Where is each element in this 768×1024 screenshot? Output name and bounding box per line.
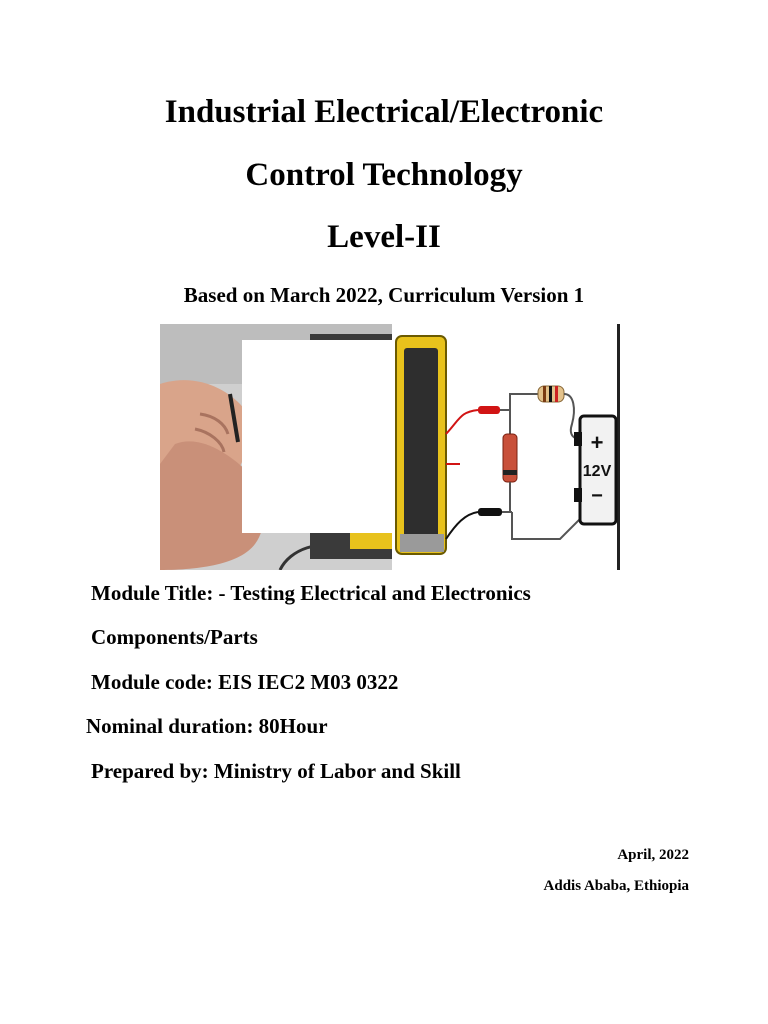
curriculum-subtitle: Based on March 2022, Curriculum Version 1 [183, 283, 585, 307]
battery-minus-label: − [591, 485, 603, 507]
prepared-by: Prepared by: Ministry of Labor and Skill [91, 759, 461, 783]
black-probe [478, 508, 502, 516]
white-panel [242, 340, 392, 533]
cover-title-line-1: Industrial Electrical/Electronic [164, 94, 604, 130]
publication-date: April, 2022 [617, 847, 689, 863]
cover-title-line-2: Control Technology [245, 157, 523, 193]
battery-plus-label: + [590, 430, 604, 455]
cover-photo [160, 324, 622, 570]
module-code: Module code: EIS IEC2 M03 0322 [91, 670, 399, 694]
publication-location: Addis Ababa, Ethiopia [543, 878, 689, 894]
red-probe [478, 406, 500, 414]
module-title-line-1: Module Title: - Testing Electrical and Electronics [91, 581, 531, 605]
nominal-duration: Nominal duration: 80Hour [86, 714, 328, 738]
battery-voltage-label: 12V [582, 463, 612, 480]
cover-title-line-3: Level-II [327, 219, 441, 255]
module-title-line-2: Components/Parts [91, 625, 258, 649]
